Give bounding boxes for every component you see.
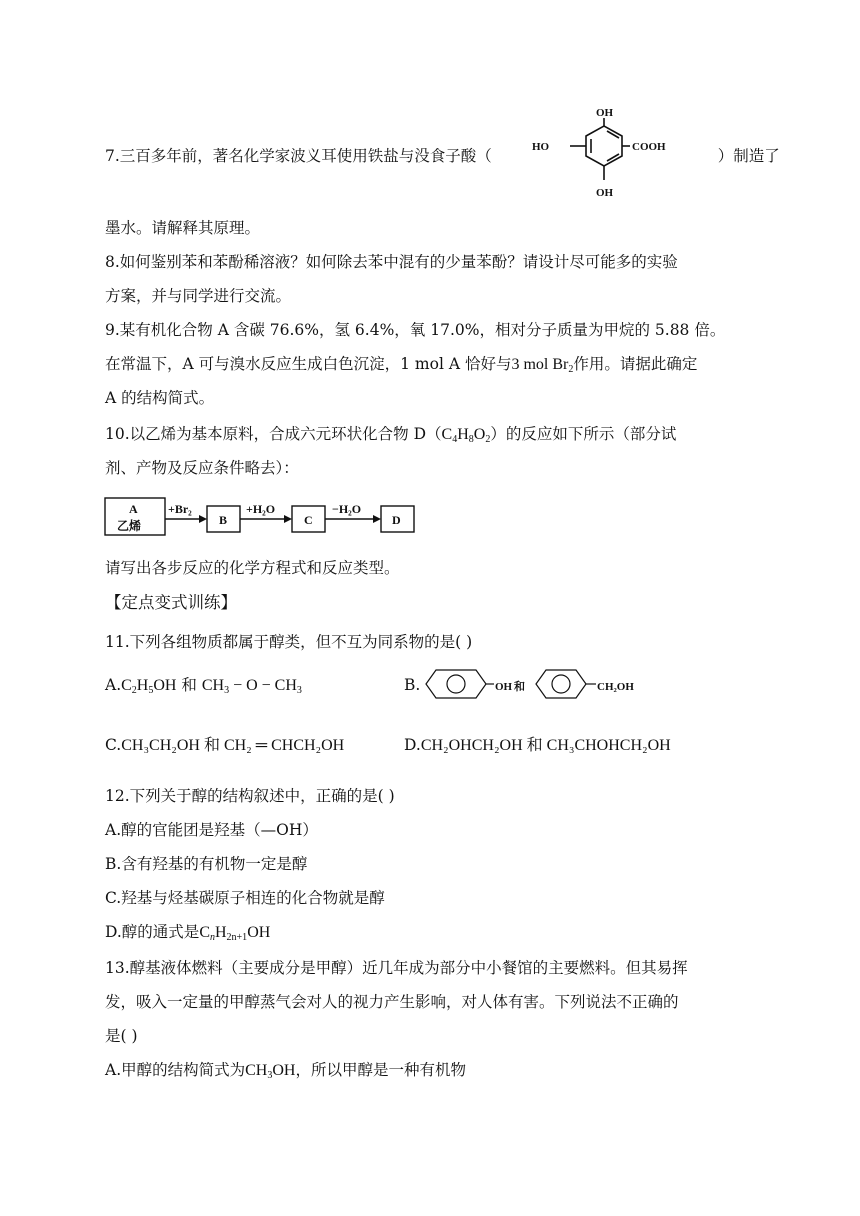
- phenol-ring: [426, 670, 486, 698]
- ethanol-formula: $C_2H_5OH$: [121, 677, 177, 696]
- box-d-label: D: [392, 513, 401, 527]
- q12-option-b: B.含有羟基的有机物一定是醇: [105, 855, 308, 873]
- q10-line1-b: ）的反应如下所示（部分试: [490, 425, 677, 443]
- q11-option-d: D.CH₂OHCH₂OH 和 CH₃CHOHCH₂OH: [404, 736, 671, 754]
- oh-bottom-label: OH: [596, 187, 614, 199]
- gallic-acid-structure: [528, 104, 686, 204]
- q8-line2: 方案，并与同学进行交流。: [105, 287, 292, 305]
- ho-label: HO: [532, 141, 550, 153]
- arrow3-label: −H₂O: [332, 502, 362, 516]
- q8-line1: 8.如何鉴别苯和苯酚稀溶液？如何除去苯中混有的少量苯酚？请设计尽可能多的实验: [105, 253, 678, 271]
- alcohol-general-formula: $C_nH_{2n+1}OH$: [199, 924, 271, 943]
- box-c-label: C: [304, 513, 313, 527]
- q9-line2-c: 作用。请据此确定: [573, 355, 698, 373]
- q10-line1-a: 10.以乙烯为基本原料，合成六元环状化合物 D（: [105, 425, 442, 443]
- q11-stem: 11.下列各组物质都属于醇类，但不互为同系物的是( ): [105, 633, 473, 651]
- q12-option-c: C.羟基与烃基碳原子相连的化合物就是醇: [105, 889, 385, 907]
- box-b-label: B: [219, 513, 228, 527]
- q10-line2: 剂、产物及反应条件略去）：: [105, 459, 299, 477]
- methanol-formula: $CH_3OH$: [245, 1062, 296, 1081]
- q7-line2: 墨水。请解释其原理。: [105, 219, 261, 237]
- q11-option-c: C.CH₃CH₂OH 和 CH₂ ═ CHCH₂OH: [105, 736, 345, 754]
- oh-top-label: OH: [596, 107, 614, 119]
- q13-line2: 发，吸入一定量的甲醇蒸气会对人的视力产生影响，对人体有害。下列说法不正确的: [105, 993, 679, 1011]
- q10-formula-c4h8o2: $C_4H_8O_2$: [441, 426, 491, 445]
- q10-line1: [105, 424, 676, 445]
- section-title: 【定点变式训练】: [105, 593, 237, 612]
- q12-option-a: A.醇的官能团是羟基（—OH）: [105, 821, 318, 839]
- b-and-label: 和: [514, 681, 525, 693]
- benzyl-ring: [536, 670, 586, 698]
- q13-option-a: A.甲醇的结构简式为$CH_3OH$，所以甲醇是一种有机物: [105, 1061, 466, 1081]
- q12-stem: 12.下列关于醇的结构叙述中，正确的是( ): [105, 787, 395, 805]
- box-a-bottom-label: 乙烯: [117, 519, 142, 533]
- phenol-oh-label: OH: [495, 681, 513, 693]
- synthesis-flow-diagram: [104, 494, 419, 538]
- q11-option-a: $A.C_2H_5OH$ 和 $CH_3 - O - CH_3$: [105, 676, 302, 696]
- q9-line2: [105, 354, 697, 375]
- q9-line2-a: 在常温下，A 可与溴水反应生成白色沉淀，1 mol A 恰好与: [105, 355, 512, 373]
- q7-prefix: 7.三百多年前，著名化学家波义耳使用铁盐与没食子酸（: [105, 147, 492, 165]
- box-a-top-label: A: [129, 502, 138, 516]
- q7-suffix: ）制造了: [717, 147, 780, 165]
- q9-line3: A 的结构简式。: [105, 389, 215, 407]
- q13-line1: 13.醇基液体燃料（主要成分是甲醇）近几年成为部分中小餐馆的主要燃料。但其易挥: [105, 959, 688, 977]
- q13-line3: 是( ): [105, 1027, 138, 1045]
- q9-br2: 3 mol $Br_2$: [511, 356, 574, 375]
- dimethyl-ether-formula: $CH_3 - O - CH_3$: [201, 677, 302, 696]
- arrow2-label: +H₂O: [246, 502, 276, 516]
- q12-option-d: D.醇的通式是$C_nH_{2n+1}OH$: [105, 923, 271, 943]
- q10-line3: 请写出各步反应的化学方程式和反应类型。: [105, 559, 400, 577]
- q11-option-b-structures: [420, 664, 660, 704]
- q11-option-b: B.: [404, 676, 421, 694]
- benzyl-ch2oh-label: CH₂OH: [597, 681, 634, 693]
- arrow1-label: +Br₂: [168, 502, 192, 516]
- q9-line1: 9.某有机化合物 A 含碳 76.6%，氢 6.4%，氧 17.0%，相对分子质量为甲烷的 5.88 倍。: [105, 321, 726, 339]
- cooh-label: COOH: [632, 141, 666, 153]
